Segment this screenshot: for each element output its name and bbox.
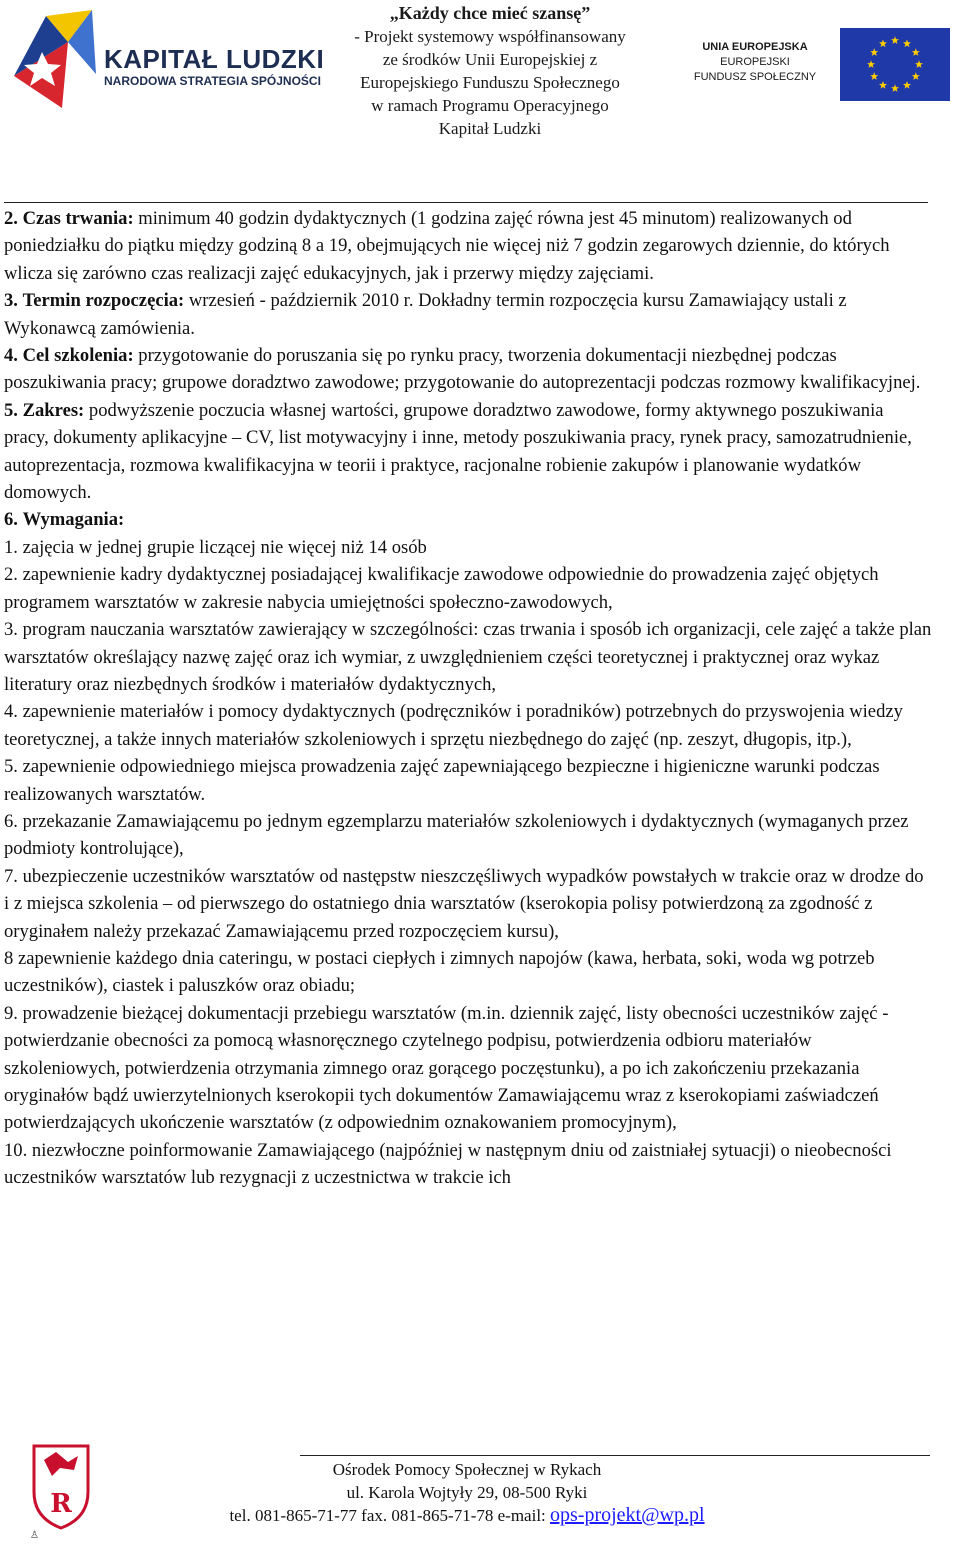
section-label: Cel szkolenia: <box>22 345 134 367</box>
eu-flag-icon <box>840 28 950 101</box>
kapital-ludzki-subtitle: NARODOWA STRATEGIA SPÓJNOŚCI <box>104 74 321 88</box>
section-label: Wymagania: <box>22 509 125 531</box>
section-requirements <box>4 506 932 533</box>
section-label: Termin rozpoczęcia: <box>22 290 185 312</box>
kapital-ludzki-title: KAPITAŁ LUDZKI <box>104 44 325 74</box>
section-start-date <box>4 287 932 342</box>
funding-line: - Projekt systemowy współfinansowany <box>354 27 626 46</box>
funding-line: Europejskiego Funduszu Społecznego <box>360 73 620 92</box>
requirement-item: 6. przekazanie Zamawiającemu po jednym egzemplarzu materiałów szkoleniowych i dydaktycznych (wymaganych przez podmioty kontrolujące), <box>4 810 909 860</box>
section-number: 2. <box>4 208 18 229</box>
requirement-item: 2. zapewnienie kadry dydaktycznej posiadającej kwalifikacje zawodowe odpowiednie do prowadzenia zajęć objętych programem warsztatów w zakresie nabycia umiejętności społeczno-zawodowych, <box>4 564 879 613</box>
project-funding-note <box>320 2 660 140</box>
footer-phone-fax: tel. 081-865-71-77 fax. 081-865-71-78 e-mail: <box>229 1506 551 1525</box>
footer-organization: Ośrodek Pomocy Społecznej w Rykach <box>332 1460 602 1479</box>
requirement-item: 10. niezwłoczne poinformowanie Zamawiającego (najpóźniej w następnym dniu od zaistniałej sytuacji) o nieobecności uczestników warsztatów lub rezygnacji z uczestnictwa w trakcie ich <box>4 1139 892 1189</box>
page-header <box>0 0 960 180</box>
footer-email-link[interactable]: ops-projekt@wp.pl <box>550 1504 705 1526</box>
section-text: minimum 40 godzin dydaktycznych (1 godzina zajęć równa jest 45 minutom) realizowanych od poniedziałku do piątku między godziną 8 a 19, obejmujących nie więcej niż 7 godzin zegarowych dziennie, do których wlicza się zarówno czas realizacji zajęć edukacyjnych, jak i przerwy między zajęciami. <box>4 208 890 284</box>
section-text: wrzesień - październik 2010 r. Dokładny termin rozpoczęcia kursu Zamawiający ustali z Wykonawcą zamówienia. <box>4 290 847 339</box>
funding-line: Kapitał Ludzki <box>438 119 542 138</box>
requirement-item: 3. program nauczania warsztatów zawierający w szczególności: czas trwania i sposób ich organizacji, cele zajęć a także plan warsztatów określający nazwę zajęć oraz ich wymiar, z uwzględnieniem części teoretycznej i praktycznej oraz wykaz literatury oraz niezbędnych środków i materiałów dydaktycznych, <box>4 619 932 695</box>
ryki-coat-of-arms-icon <box>30 1440 92 1530</box>
section-number: 5. <box>4 399 18 421</box>
section-scope <box>4 397 932 507</box>
section-number: 3. <box>4 290 18 312</box>
footer-contact-line <box>180 1504 754 1527</box>
footer-divider <box>300 1455 930 1456</box>
requirement-item: 1. zajęcia w jednej grupie liczącej nie więcej niż 14 osób <box>4 536 427 558</box>
requirement-item: 9. prowadzenie bieżącej dokumentacji przebiegu warsztatów (m.in. dziennik zajęć, listy obecności uczestników zajęć - potwierdzanie obecności za pomocą własnoręcznego czytelnego podpisu, potwierdzenia odbioru materiałów szkoleniowych, potwierdzenia otrzymania zimnego oraz gorącego poczęstunku), a po ich zakończeniu przekazania oryginałów bądź uwierzytelnionych kserokopii tych dokumentów Zamawiającemu wraz z kserokopiami zaświadczeń potwierdzających ukończenie warsztatów (z odpowiednim oznakowaniem promocyjnym), <box>4 1002 889 1134</box>
section-number: 4. <box>4 345 18 367</box>
svg-text:R: R <box>50 1489 72 1519</box>
eu-caption-line: FUNDUSZ SPOŁECZNY <box>693 71 817 83</box>
requirement-item: 4. zapewnienie materiałów i pomocy dydaktycznych (podręczników i poradników) potrzebnych do przyswojenia wiedzy teoretycznej, a także innych materiałów szkoleniowych i sprzętu niezbędnego do zajęć (np. zeszyt, długopis, itp.), <box>4 701 903 750</box>
eu-caption-line: EUROPEJSKI <box>720 56 790 68</box>
page-footer <box>180 1458 754 1527</box>
document-body <box>4 205 932 1192</box>
requirement-item: 5. zapewnienie odpowiedniego miejsca prowadzenia zajęć zapewniającego bezpieczne i higieniczne warunki podczas realizowanych warsztatów. <box>4 756 880 805</box>
header-divider <box>4 202 928 203</box>
eu-caption-line: UNIA EUROPEJSKA <box>702 41 808 53</box>
section-text: podwyższenie poczucia własnej wartości, grupowe doradztwo zawodowe, formy aktywnego poszukiwania pracy, dokumenty aplikacyjne – CV, list motywacyjny i inne, metody poszukiwania pracy, rynek pracy, samozatrudnienie, autoprezentacja, rozmowa kwalifikacyjna w teorii i praktyce, racjonalne robienie zakupów i planowanie wydatków domowych. <box>4 399 912 504</box>
eu-caption <box>672 40 838 85</box>
crest-mark: ♙ <box>30 1530 39 1541</box>
section-duration <box>4 205 932 287</box>
section-label: Czas trwania: <box>22 208 134 229</box>
section-goal <box>4 342 932 397</box>
section-text: przygotowanie do poruszania się po rynku pracy, tworzenia dokumentacji niezbędnej podczas poszukiwania pracy; grupowe doradztwo zawodowe; przygotowanie do autoprezentacji podczas rozmowy kwalifikacyjnej. <box>4 345 921 394</box>
section-number: 6. <box>4 509 18 531</box>
requirement-item: 8 zapewnienie każdego dnia cateringu, w postaci ciepłych i zimnych napojów (kawa, herbata, soki, woda wg potrzeb uczestników), ciastek i paluszków oraz obiadu; <box>4 947 875 997</box>
funding-line: w ramach Programu Operacyjnego <box>371 96 609 115</box>
kapital-ludzki-logo <box>6 4 325 114</box>
footer-address: ul. Karola Wojtyły 29, 08-500 Ryki <box>346 1483 588 1502</box>
section-label: Zakres: <box>22 399 85 421</box>
project-motto: „Każdy chce mieć szansę” <box>389 3 591 23</box>
funding-line: ze środków Unii Europejskiej z <box>382 50 598 69</box>
requirement-item: 7. ubezpieczenie uczestników warsztatów od następstw nieszczęśliwych wypadków powstałych w trakcie oraz w drodze do i z miejsca szkolenia – od pierwszego do ostatniego dnia warsztatów (kserokopia polisy potwierdzoną za zgodność z oryginałem należy przekazać Zamawiającemu przed rozpoczęciem kursu), <box>4 865 924 942</box>
